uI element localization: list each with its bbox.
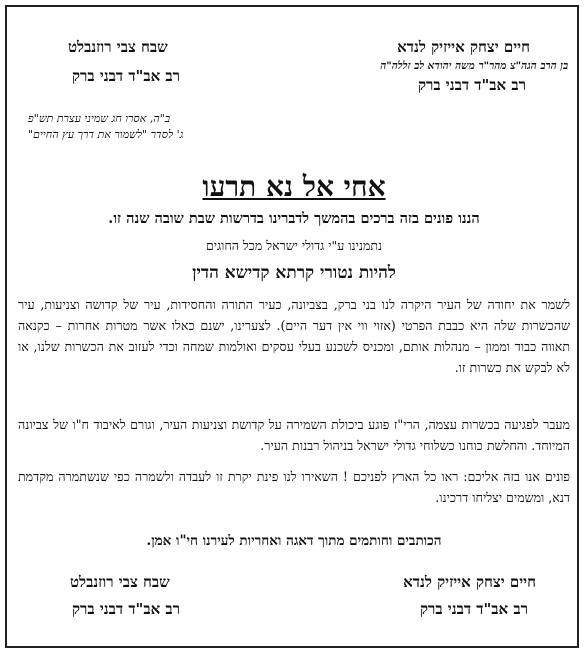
- footer-right-name: חיים יצחק אייזיק לנדא: [403, 573, 536, 591]
- header-right-name: חיים יצחק אייזיק לנדא: [397, 38, 530, 56]
- header-right-title: רב אב"ד דבני ברק: [417, 76, 526, 94]
- paragraph-3: פונים אנו בזה אליכם: ראו כל הארץ לפניכם ! השאירו לנו פינת יקרת זו לעבדה ולשמרה כפי שנשתמרה מקדמת דנא, ומשמים יצליחו דרכינו.: [18, 469, 570, 505]
- headline: להיות נטורי קרתא קדישא הדין: [192, 263, 396, 283]
- header-left-title: רב אב"ד דבני ברק: [72, 67, 181, 85]
- closing-line: הכותבים וחותמים מתוך דאגה ואחריות לעירנו חי"ו אמן.: [146, 533, 442, 549]
- date-line-1: ב"ה, אסרו חג שמיני עצרת תש"פ: [28, 112, 171, 125]
- paragraph-1: לשמר את יחודה של העיר היקרה לנו בני ברק, בצביונה, כעיר התורה והחסידות, עיר של קדושה וצניעות, עיר שהכשרות שלה היא כבבת הפרטי (אזוי ווי אין דער היים). לצערינו, ישנם כאלו אשר מטרות אחרות – כקנאה תאווה כבוד וממון – מנהלות אותם, ומכניס לשכנע בעלי עסקים ואולמות שמחה וכדי לעזוב את הכשרות שלנו, או לא לבקש את כשרות זו.: [18, 297, 570, 375]
- paragraph-2: מעבר לפגיעה בכשרות עצמה, הרי"ז פוגע ביכולת השמירה על קדושת וצניעות העיר, וגורם לאיבוד ח"ו של צביונה המיוחד. והחלשת כוחנו כשלוחי גדולי ישראל בניהול רבנות העיר.: [18, 417, 570, 453]
- footer-right-title: רב אב"ד דבני ברק: [419, 600, 528, 618]
- footer-left-title: רב אב"ד דבני ברק: [72, 600, 181, 618]
- header-right-subline: בן הרב הגה"צ מהר"ר משה יהודא לב זללה"ה: [380, 60, 568, 72]
- date-line-2: ג' לסדר "לשמור את דרך עץ החיים": [28, 128, 184, 141]
- recognition-line: נתמנינו ע"י גדולי ישראל מכל החוגים: [205, 238, 383, 253]
- page-title: אחי אל נא תרעו: [202, 170, 386, 203]
- footer-left-name: שבח צבי רוזנבלט: [70, 573, 170, 591]
- intro-line: הננו פונים בזה ברכים בהמשך לדברינו בדרשות שבת שובה שנה זו.: [108, 210, 480, 227]
- header-left-name: שבח צבי רוזנבלט: [68, 38, 168, 56]
